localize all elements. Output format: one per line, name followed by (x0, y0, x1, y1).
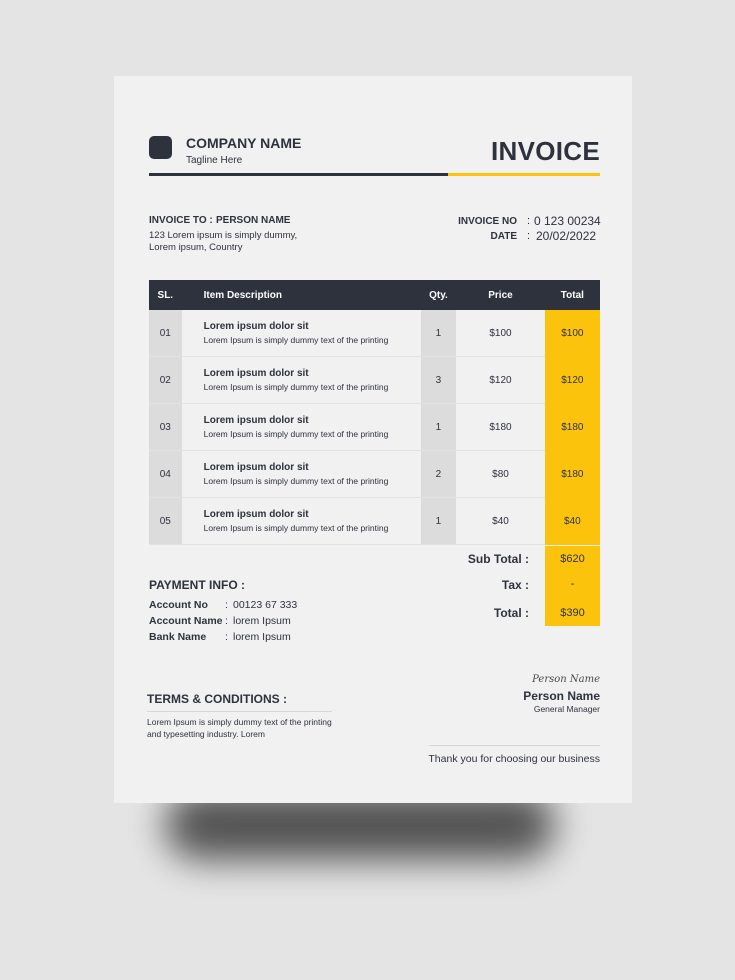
tax-value: - (570, 578, 575, 590)
header-divider-dark (149, 173, 448, 176)
header-divider-accent (448, 173, 600, 176)
row-description (182, 357, 421, 404)
terms-line-1: Lorem Ipsum is simply dummy text of the printing (147, 717, 332, 727)
table-row (149, 357, 600, 404)
invoice-to-address (149, 230, 297, 254)
terms-divider (147, 711, 332, 712)
row-sl: 01 (149, 310, 182, 357)
table-row (149, 310, 600, 357)
terms-line-2: and typesetting industry. Lorem (147, 729, 265, 739)
row-total: $180 (545, 451, 600, 498)
item-title: Lorem ipsum dolor sit (203, 509, 309, 520)
header-qty: Qty. (421, 280, 457, 310)
row-qty: 2 (421, 451, 457, 498)
row-total: $100 (545, 310, 600, 357)
invoice-page (114, 76, 632, 803)
row-description (182, 310, 421, 357)
header-sl: SL. (149, 280, 182, 310)
account-name-label: Account Name (149, 615, 223, 627)
row-sl: 04 (149, 451, 182, 498)
account-no-label: Account No (149, 599, 208, 611)
item-subtitle: Lorem Ipsum is simply dummy text of the printing (203, 523, 389, 533)
account-no-colon: : (225, 599, 228, 611)
table-row (149, 498, 600, 545)
thanks-divider (429, 745, 600, 746)
row-sl: 02 (149, 357, 182, 404)
invoice-no-label: INVOICE NO (458, 216, 517, 227)
header-price: Price (456, 280, 544, 310)
date-label: DATE (490, 231, 517, 242)
row-sl: 03 (149, 404, 182, 451)
thank-you-note: Thank you for choosing our business (428, 753, 600, 765)
row-qty: 1 (421, 310, 457, 357)
terms-text (147, 716, 347, 740)
row-price: $100 (456, 310, 544, 357)
signatory-name: Person Name (523, 689, 600, 703)
item-subtitle: Lorem Ipsum is simply dummy text of the printing (203, 429, 389, 439)
row-total: $120 (545, 357, 600, 404)
item-subtitle: Lorem Ipsum is simply dummy text of the printing (203, 476, 389, 486)
terms-title: TERMS & CONDITIONS : (147, 692, 287, 706)
row-total: $40 (545, 498, 600, 545)
row-price: $120 (456, 357, 544, 404)
row-qty: 1 (421, 498, 457, 545)
total-value: $390 (560, 607, 585, 619)
date-value: 20/02/2022 (536, 229, 597, 243)
item-title: Lorem ipsum dolor sit (203, 415, 309, 426)
item-subtitle: Lorem Ipsum is simply dummy text of the printing (203, 382, 389, 392)
invoice-title: INVOICE (490, 136, 600, 166)
row-qty: 3 (421, 357, 457, 404)
subtotal-value: $620 (560, 553, 585, 565)
account-name-colon: : (225, 615, 228, 627)
account-no-value: 00123 67 333 (233, 599, 298, 611)
bank-name-value: lorem Ipsum (233, 631, 291, 643)
tax-label: Tax : (501, 578, 529, 592)
address-line-2: Lorem ipsum, Country (149, 242, 243, 253)
address-line-1: 123 Lorem ipsum is simply dummy, (149, 230, 298, 241)
account-name-value: lorem Ipsum (233, 615, 291, 627)
header-description: Item Description (182, 280, 421, 310)
invoice-to-label: INVOICE TO : (149, 215, 213, 226)
bank-name-label: Bank Name (149, 631, 207, 643)
total-label: Total : (493, 606, 529, 620)
invoice-no-colon: : (527, 215, 531, 227)
row-description (182, 451, 421, 498)
signature-script: Person Name (532, 674, 600, 685)
row-description (182, 404, 421, 451)
subtotal-label: Sub Total : (467, 552, 529, 566)
row-price: $80 (456, 451, 544, 498)
invoice-no-value: 0 123 00234 (534, 214, 601, 228)
item-title: Lorem ipsum dolor sit (203, 321, 309, 332)
item-subtitle: Lorem Ipsum is simply dummy text of the printing (203, 335, 389, 345)
header-total: Total (545, 280, 600, 310)
company-logo-icon (149, 136, 172, 159)
signatory-role: General Manager (533, 704, 600, 714)
row-price: $180 (456, 404, 544, 451)
row-total: $180 (545, 404, 600, 451)
row-description (182, 498, 421, 545)
table-row (149, 451, 600, 498)
row-sl: 05 (149, 498, 182, 545)
item-title: Lorem ipsum dolor sit (203, 462, 309, 473)
payment-info-title: PAYMENT INFO : (149, 578, 246, 592)
invoice-to-name: PERSON NAME (216, 215, 291, 226)
bank-name-colon: : (225, 631, 228, 643)
company-tagline: Tagline Here (186, 155, 243, 166)
row-price: $40 (456, 498, 544, 545)
table-header-row (149, 280, 600, 310)
row-qty: 1 (421, 404, 457, 451)
items-table (149, 280, 600, 545)
date-colon: : (527, 230, 531, 242)
item-title: Lorem ipsum dolor sit (203, 368, 309, 379)
company-name: COMPANY NAME (186, 135, 302, 151)
table-row (149, 404, 600, 451)
